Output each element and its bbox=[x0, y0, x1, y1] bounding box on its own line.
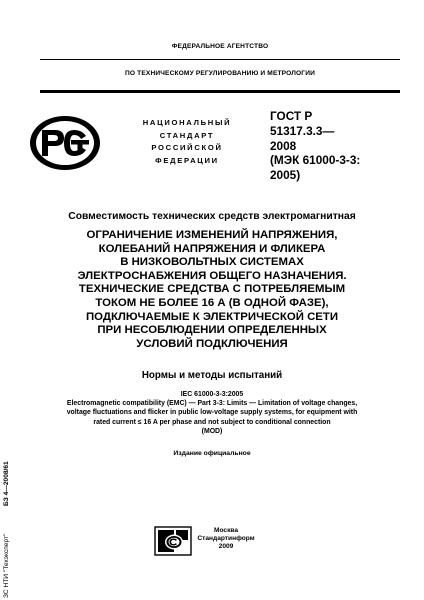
publisher-year: 2009 bbox=[218, 543, 234, 550]
standard-number bbox=[270, 109, 410, 183]
title-line: ЭЛЕКТРОСНАБЖЕНИЯ ОБЩЕГО НАЗНАЧЕНИЯ. bbox=[77, 269, 347, 282]
document-subject: Совместимость технических средств электромагнитная bbox=[68, 211, 356, 222]
gost-r-logo-icon bbox=[28, 114, 102, 172]
title-line: КОЛЕБАНИЙ НАПРЯЖЕНИЯ И ФЛИКЕРА bbox=[98, 242, 326, 255]
national-label-line: НАЦИОНАЛЬНЫЙ bbox=[142, 118, 232, 127]
document-methods-subtitle: Нормы и методы испытаний bbox=[141, 370, 283, 381]
side-copyright-label: ЗС НТИ "Техэксперт" bbox=[3, 533, 10, 598]
header-thick-rule bbox=[40, 90, 400, 93]
title-line: УСЛОВИЙ ПОДКЛЮЧЕНИЯ bbox=[136, 337, 288, 350]
iec-line: rated current ≤ 16 A per phase and not subject to conditional connection bbox=[93, 418, 331, 426]
title-line: ПРИ НЕСОБЛЮДЕНИИ ОПРЕДЕЛЕННЫХ bbox=[97, 324, 327, 337]
standard-number-line: 2008 bbox=[270, 138, 297, 153]
agency-header bbox=[40, 41, 400, 79]
title-line: ОГРАНИЧЕНИЕ ИЗМЕНЕНИЙ НАПРЯЖЕНИЯ, bbox=[86, 229, 338, 241]
title-line: В НИЗКОВОЛЬТНЫХ СИСТЕМАХ bbox=[120, 256, 304, 269]
iec-reference bbox=[20, 390, 404, 436]
national-label-line: РОССИЙСКОЙ bbox=[151, 143, 223, 152]
title-line: ТОКОМ НЕ БОЛЕЕ 16 А (В ОДНОЙ ФАЗЕ), bbox=[95, 296, 329, 309]
iec-line: IEC 61000-3-3:2005 bbox=[180, 391, 244, 398]
agency-subtitle: ПО ТЕХНИЧЕСКОМУ РЕГУЛИРОВАНИЮ И МЕТРОЛОГИИ bbox=[125, 70, 315, 77]
iec-line: (MOD) bbox=[201, 427, 223, 435]
standard-number-line: ГОСТ Р bbox=[270, 109, 313, 123]
document-title bbox=[20, 229, 404, 351]
publisher-city: Москва bbox=[213, 527, 239, 534]
publisher-name: Стандартинформ bbox=[197, 535, 255, 542]
standartinform-logo-icon bbox=[154, 526, 192, 556]
edition-label: Издание официальное bbox=[173, 450, 251, 457]
title-line: ПОДКЛЮЧАЕМЫЕ К ЭЛЕКТРИЧЕСКОЙ СЕТИ bbox=[85, 310, 339, 323]
national-standard-label bbox=[128, 117, 246, 167]
iec-line: Electromagnetic compatibility (EMC) — Part 3-3: Limits — Limitation of voltage changes, bbox=[66, 400, 358, 408]
publisher-block bbox=[196, 527, 256, 551]
side-code-label: БЗ 4—2008/61 bbox=[3, 461, 10, 506]
agency-name: ФЕДЕРАЛЬНОЕ АГЕНТСТВО bbox=[171, 43, 269, 50]
national-label-line: СТАНДАРТ bbox=[159, 130, 215, 140]
iec-line: voltage fluctuations and flicker in public low-voltage supply systems, for equipment with bbox=[66, 409, 358, 417]
national-label-line: ФЕДЕРАЦИИ bbox=[155, 155, 219, 165]
title-line: ТЕХНИЧЕСКИЕ СРЕДСТВА С ПОТРЕБЛЯЕМЫМ bbox=[78, 283, 346, 296]
standard-number-line: 51317.3.3— bbox=[270, 123, 335, 138]
header-thin-rule bbox=[40, 59, 400, 60]
standard-number-line: 2005) bbox=[270, 168, 301, 183]
standard-number-line: (МЭК 61000-3-3: bbox=[270, 153, 361, 168]
